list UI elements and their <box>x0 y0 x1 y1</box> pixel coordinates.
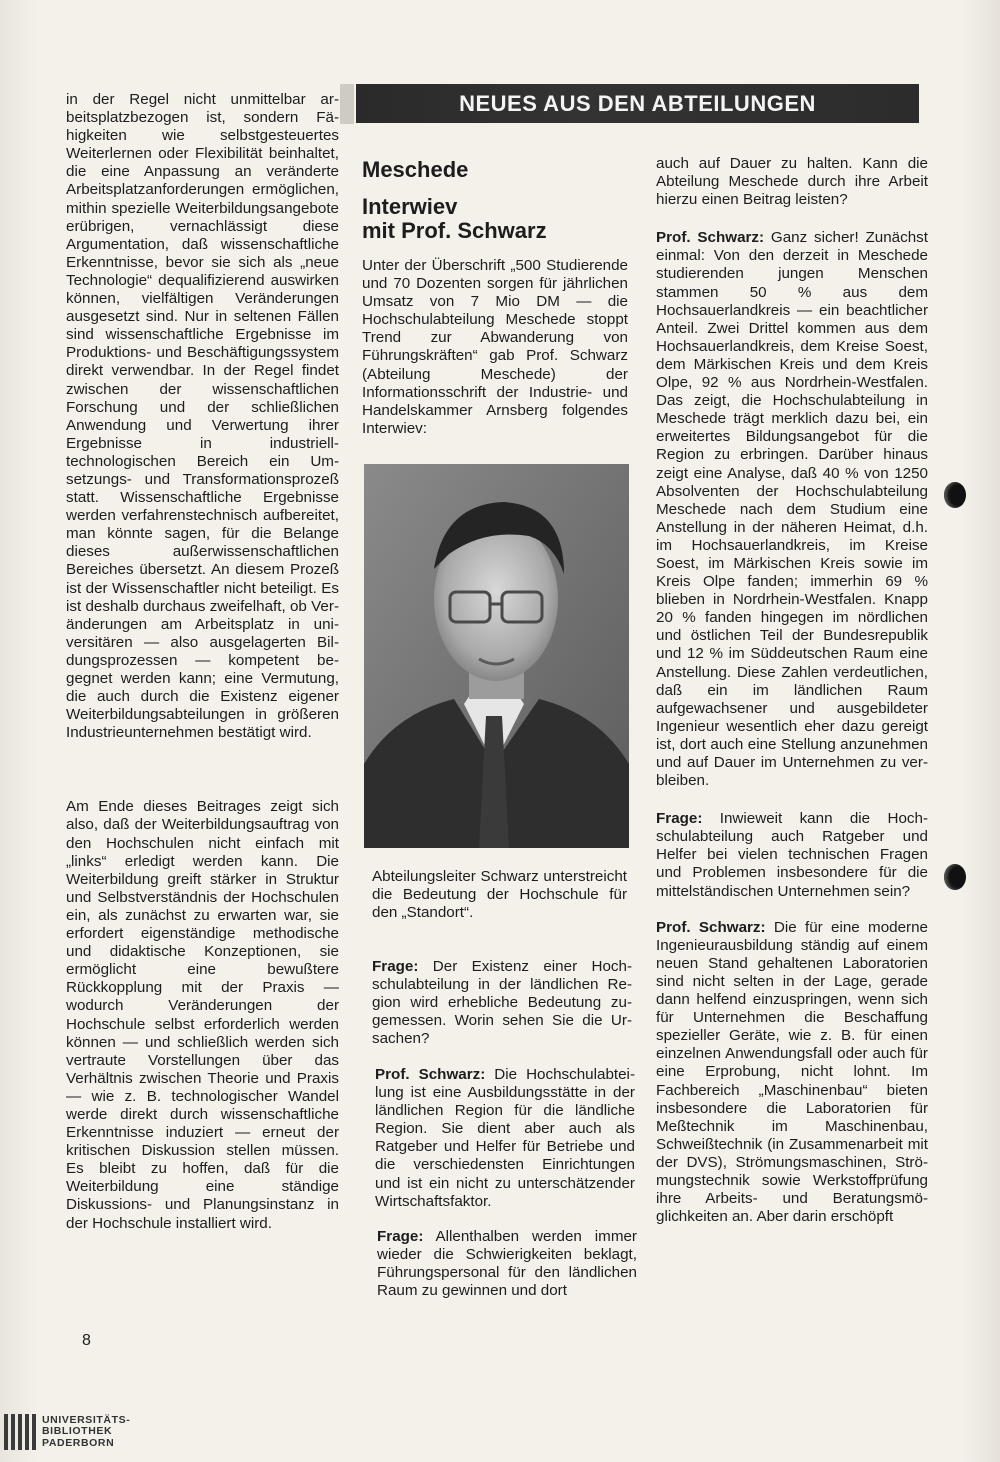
banner-tab <box>340 84 354 124</box>
photo-caption: Abteilungsleiter Schwarz unterstreicht die Bedeutung der Hochschule für den „Standort“. <box>372 868 627 922</box>
intro-paragraph: Unter der Überschrift „500 Studierende und 70 Dozenten sorgen für jährlichen Umsatz von 7 Mio DM — die Hochschulabteilung Meschede stoppt Trend zur Abwanderung von Führungskräften“ gab Prof. Schwarz (Abteilung Meschede) der Informationsschrift der Industrie- und Handelskammer Arnsberg folgendes Interwiev: <box>362 257 628 437</box>
punch-hole <box>944 482 966 508</box>
answer-label: Prof. Schwarz: <box>656 918 766 936</box>
interview-question <box>656 810 928 900</box>
question-text: Der Existenz einer Hochschulabteilung in der ländlichen Region wird erhebliche Bedeutung zugemessen. Worin sehen Sie die Ursachen? <box>372 958 632 1048</box>
headline-line-2: mit Prof. Schwarz <box>362 218 547 243</box>
library-line-1: UNIVERSITÄTS- <box>42 1413 131 1426</box>
headline <box>362 195 628 243</box>
interview-question <box>372 958 632 1048</box>
punch-hole <box>944 864 966 890</box>
interview-answer <box>656 229 928 790</box>
answer-label: Prof. Schwarz: <box>656 229 765 247</box>
banner-title: NEUES AUS DEN ABTEILUNGEN <box>459 90 816 116</box>
library-name <box>42 1415 130 1450</box>
continued-text: auch auf Dauer zu halten. Kann die Abteilung Meschede durch ihre Arbeit hierzu einen Beitrag leisten? <box>656 155 928 209</box>
portrait-photo <box>364 464 629 848</box>
paragraph-gap <box>656 790 928 810</box>
answer-text: Ganz sicher! Zunächst einmal: Von den derzeit in Meschede studierenden jungen Menschen stammen 50 % aus dem Hochsauerlandkreis — ein beachtlicher Anteil. Zwei Drittel kommen aus dem Hochsauerlandkreis, dem Kreise Soest, dem Märkischen Kreis und dem Kreis Olpe, 92 % aus Nordrhein-Westfalen. Das zeigt, die Hochschulabteilung in Meschede trägt merklich dazu bei, ein erweitertes Bildungsangebot für die Region zu erbringen. Darüber hinaus zeigt eine Analyse, daß 40 % von 1250 Absolventen der Hochschulabteilung Meschede nach dem Studium eine Anstellung in der näheren Heimat, d.h. im Hochsauerlandkreis, im Kreise Soest, im Märkischen Kreis sowie im Kreis Olpe fanden; immerhin 69 % blieben in Nordrhein-Westfalen. Knapp 20 % fanden hingegen im nördlichen und östlichen Teil der Bundesrepublik und 12 % im Süddeutschen Raum eine Anstellung. Diese Zahlen verdeutlichen, daß ein im ländlichen Raum aufgewachsener und ausgebildeter Ingenieur wesentlich eher dazu gereigt ist, dort auch eine Stellung anzunehmen und auf Dauer im Unternehmen zu verbleiben. <box>656 229 928 790</box>
paragraph-gap <box>656 901 928 919</box>
library-logo <box>4 1414 130 1450</box>
column-right <box>656 155 928 1226</box>
interview-answer <box>375 1066 635 1211</box>
library-line-2: BIBLIOTHEK <box>42 1425 113 1438</box>
library-bars-icon <box>4 1414 36 1450</box>
question-text: Inwieweit kann die Hochschulabteilung auch Ratgeber und Helfer bei vielen technischen Fragen und Problemen insbesondere für die mittelständischen Unternehmen sein? <box>656 810 928 900</box>
question-label: Frage: <box>656 810 703 828</box>
page-number: 8 <box>82 1332 91 1349</box>
column-left <box>66 91 339 1233</box>
answer-text: Die für eine moderne Ingenieurausbildung ständig auf einem neuen Stand gehaltenen Laboratorien sind nicht selten in der Lage, gerade dann helfend einzuspringen, wenn sich für Unternehmen die Beschaffung spezieller Geräte, wie z. B. für einen einzelnen Anwendungsfall oder auch für eine Erprobung, nicht lohnt. Im Fachbereich „Maschinenbau“ bieten insbesondere die Laboratorien für Meßtechnik im Maschinenbau, Schweißtechnik (in Zusammenarbeit mit der DVS), Strömungsmaschinen, Strömungstechnik sowie Werkstoffprüfung ihre Arbeits- und Beratungsmöglichkeiten an. Aber darin erschöpft <box>656 918 929 1226</box>
section-title: Meschede <box>362 157 469 182</box>
interview-answer <box>656 919 928 1227</box>
answer-text: Die Hochschulabteilung ist eine Ausbildungsstätte in der ländlichen Region für die ländliche Region. Sie dient aber auch als Ratgeber und Helfer für Betriebe und die verschiedensten Einrichtungen und ist ein nicht zu unterschätzender Wirtschaftsfaktor. <box>375 1066 635 1210</box>
paragraph-gap <box>66 742 339 798</box>
portrait-illustration <box>364 464 629 848</box>
question-text: Allenthalben werden immer wieder die Schwierigkeiten beklagt, Führungspersonal für den ländlichen Raum zu gewinnen und dort <box>377 1228 637 1300</box>
article-paragraph: in der Regel nicht unmittelbar arbeitsplatzbezogen ist, sondern Fähigkeiten wie selbstgesteuertes Weiterlernen oder Flexibilität beinhaltet, die eine Anpassung an veränderte Arbeitsplatzanforderungen ermöglichen, mithin spezielle Weiterbildungsangebote erübrigen, vernachlässigt diese Argumentation, daß wissenschaftliche Erkenntnisse, bevor sie sich als „neue Technologie“ dequalifizierend auswirken können, vielfältigen Veränderungen ausgesetzt sind. Nur in seltenen Fällen sind wissenschaftliche Ergebnisse im Produktions- und Beschäftigungssystem direkt verwendbar. In der Regel findet zwischen der wissenschaftlichen Forschung und der schließlichen Anwendung und Verwertung ihrer Ergebnisse in industriell-technologischen Bereich ein Umsetzungs- und Transformationsprozeß statt. Wissenschaftliche Ergebnisse werden verfahrenstechnisch aufbereitet, man könnte sagen, für die Belange dieses außerwissenschaftlichen Bereiches übersetzt. An diesem Prozeß ist der Wissenschaftler nicht beteiligt. Es ist deshalb durchaus zweifelhaft, ob Veränderungen am Arbeitsplatz in universitären — also ausgelagerten Bildungsprozessen — kompetent begegnet werden kann; eine Vermutung, die auch durch die Existenz eigener Weiterbildungsabteilungen in größeren Industrieunternehmen bestätigt wird. <box>66 91 339 742</box>
question-label: Frage: <box>372 958 419 975</box>
headline-line-1: Interwiev <box>362 194 458 219</box>
library-line-3: PADERBORN <box>42 1436 115 1449</box>
section-banner <box>356 84 919 123</box>
column-middle <box>362 157 628 438</box>
paragraph-gap <box>656 209 928 229</box>
article-paragraph: Am Ende dieses Beitrages zeigt sich also, daß der Weiterbildungsauftrag von den Hochschulen nicht einfach mit „links“ erledigt werden kann. Die Weiterbildung greift stärker in Struktur und Selbstverständnis der Hochschulen ein, als zunächst zu erwarten war, sie erfordert eigenständige methodische und didaktische Konzeptionen, sie ermöglicht eine bewußtere Rückkopplung mit der Praxis — wodurch Veränderungen der Hochschule selbst erforderlich werden können — und schließlich werden sich vertraute Vorstellungen über das Verhältnis zwischen Theorie und Praxis — wie z. B. technologischer Wandel werde direkt durch wissenschaftliche Erkenntnisse induziert — erneut der kritischen Diskussion stellen müssen. Es bleibt zu hoffen, daß für die Weiterbildung eine ständige Diskussions- und Planungsinstanz in der Hochschule installiert wird. <box>66 798 339 1232</box>
question-label: Frage: <box>377 1228 424 1245</box>
answer-label: Prof. Schwarz: <box>375 1066 486 1083</box>
interview-question <box>377 1228 637 1300</box>
